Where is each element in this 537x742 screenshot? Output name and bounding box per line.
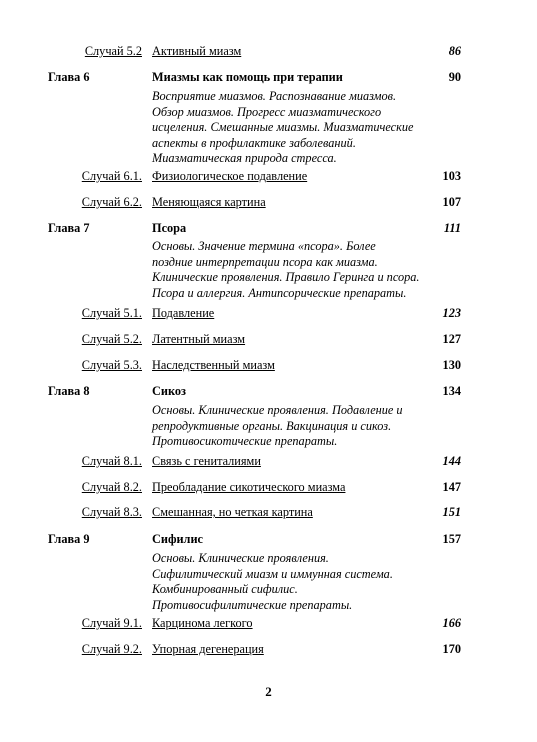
case-label: Случай 8.3.: [81, 505, 142, 519]
chapter-title: Миазмы как помощь при терапии: [152, 70, 343, 84]
description-line: Комбинированный сифилис.: [152, 582, 298, 597]
chapter-title: Сикоз: [152, 384, 186, 398]
description-line: Обзор миазмов. Прогресс миазматического: [152, 104, 382, 119]
chapter-description: [152, 403, 432, 450]
chapter-description: [152, 89, 432, 167]
toc-entry-case: [0, 305, 537, 321]
case-title: Упорная дегенерация: [152, 642, 264, 656]
description-line: Противосикотические препараты.: [152, 434, 338, 449]
description-line: Основы. Значение термина «псора». Более: [152, 239, 376, 253]
page-number: 147: [442, 480, 461, 494]
toc-entry-chapter: [0, 69, 537, 85]
page-number: 130: [442, 358, 461, 372]
page-number: 86: [448, 44, 461, 58]
case-label: Случай 5.3.: [81, 358, 142, 372]
page-number: 157: [442, 532, 461, 546]
case-title: Латентный миазм: [152, 332, 246, 346]
case-label: Случай 9.1.: [81, 616, 142, 630]
chapter-label: Глава 7: [48, 221, 90, 235]
page-number: 127: [442, 332, 461, 346]
page-number: 166: [442, 616, 461, 630]
description-line: репродуктивные органы. Вакцинация и сикоз.: [152, 418, 392, 433]
toc-entry-case: [0, 43, 537, 59]
chapter-description: [152, 551, 432, 613]
chapter-description: [152, 239, 432, 301]
toc-entry-case: [0, 168, 537, 184]
chapter-label: Глава 6: [48, 70, 90, 84]
case-label: Случай 5.2.: [81, 332, 142, 346]
toc-entry-chapter: [0, 383, 537, 399]
case-title: Карцинома легкого: [152, 616, 253, 630]
description-line: Противосифилитические препараты.: [152, 597, 353, 612]
chapter-label: Глава 8: [48, 384, 90, 398]
page-number: 111: [443, 221, 461, 235]
toc-entry-chapter: [0, 220, 537, 236]
case-title: Смешанная, но четкая картина: [152, 505, 313, 519]
case-title: Подавление: [152, 306, 215, 320]
page-number: 151: [442, 505, 461, 519]
description-line: аспекты в профилактике заболеваний.: [152, 135, 356, 150]
case-title: Связь с гениталиями: [152, 454, 261, 468]
case-label: Случай 5.2: [84, 44, 142, 58]
case-label: Случай 8.1.: [81, 454, 142, 468]
case-title: Физиологическое подавление: [152, 169, 308, 183]
case-title: Наследственный миазм: [152, 358, 275, 372]
case-label: Случай 9.2.: [81, 642, 142, 656]
description-line: Клинические проявления. Правило Геринга и псора.: [152, 270, 420, 285]
description-line: Сифилитический миазм и иммунная система.: [152, 566, 393, 581]
toc-entry-case: [0, 453, 537, 469]
toc-entry-case: [0, 615, 537, 631]
description-line: Основы. Клинические проявления.: [152, 551, 329, 565]
description-line: Миазматическая природа стресса.: [152, 151, 337, 166]
page-number: 90: [448, 70, 461, 84]
page-number: 103: [442, 169, 461, 183]
case-label: Случай 6.1.: [81, 169, 142, 183]
description-line: Восприятие миазмов. Распознавание миазмов.: [152, 89, 397, 103]
page-number: 170: [442, 642, 461, 656]
description-line: Псора и аллергия. Антипсорические препараты.: [152, 285, 407, 300]
toc-entry-case: [0, 357, 537, 373]
case-title: Меняющаяся картина: [152, 195, 266, 209]
page-number: 134: [442, 384, 461, 398]
description-line: Основы. Клинические проявления. Подавление и: [152, 403, 403, 417]
description-line: поздние интерпретации псора как миазма.: [152, 254, 378, 269]
case-label: Случай 8.2.: [81, 480, 142, 494]
toc-entry-case: [0, 641, 537, 657]
description-line: исцеления. Смешанные миазмы. Миазматические: [152, 120, 414, 135]
toc-entry-case: [0, 504, 537, 520]
case-label: Случай 6.2.: [81, 195, 142, 209]
chapter-label: Глава 9: [48, 532, 90, 546]
footer-page-number: 2: [265, 684, 272, 699]
toc-entry-case: [0, 479, 537, 495]
toc-entry-case: [0, 194, 537, 210]
toc-entry-case: [0, 331, 537, 347]
case-title: Преобладание сикотического миазма: [152, 480, 346, 494]
page-number: 107: [442, 195, 461, 209]
chapter-title: Псора: [152, 221, 187, 235]
page-number: 123: [442, 306, 461, 320]
case-label: Случай 5.1.: [81, 306, 142, 320]
case-title: Активный миазм: [152, 44, 242, 58]
chapter-title: Сифилис: [152, 532, 204, 546]
page-number: 144: [442, 454, 461, 468]
toc-entry-chapter: [0, 531, 537, 547]
